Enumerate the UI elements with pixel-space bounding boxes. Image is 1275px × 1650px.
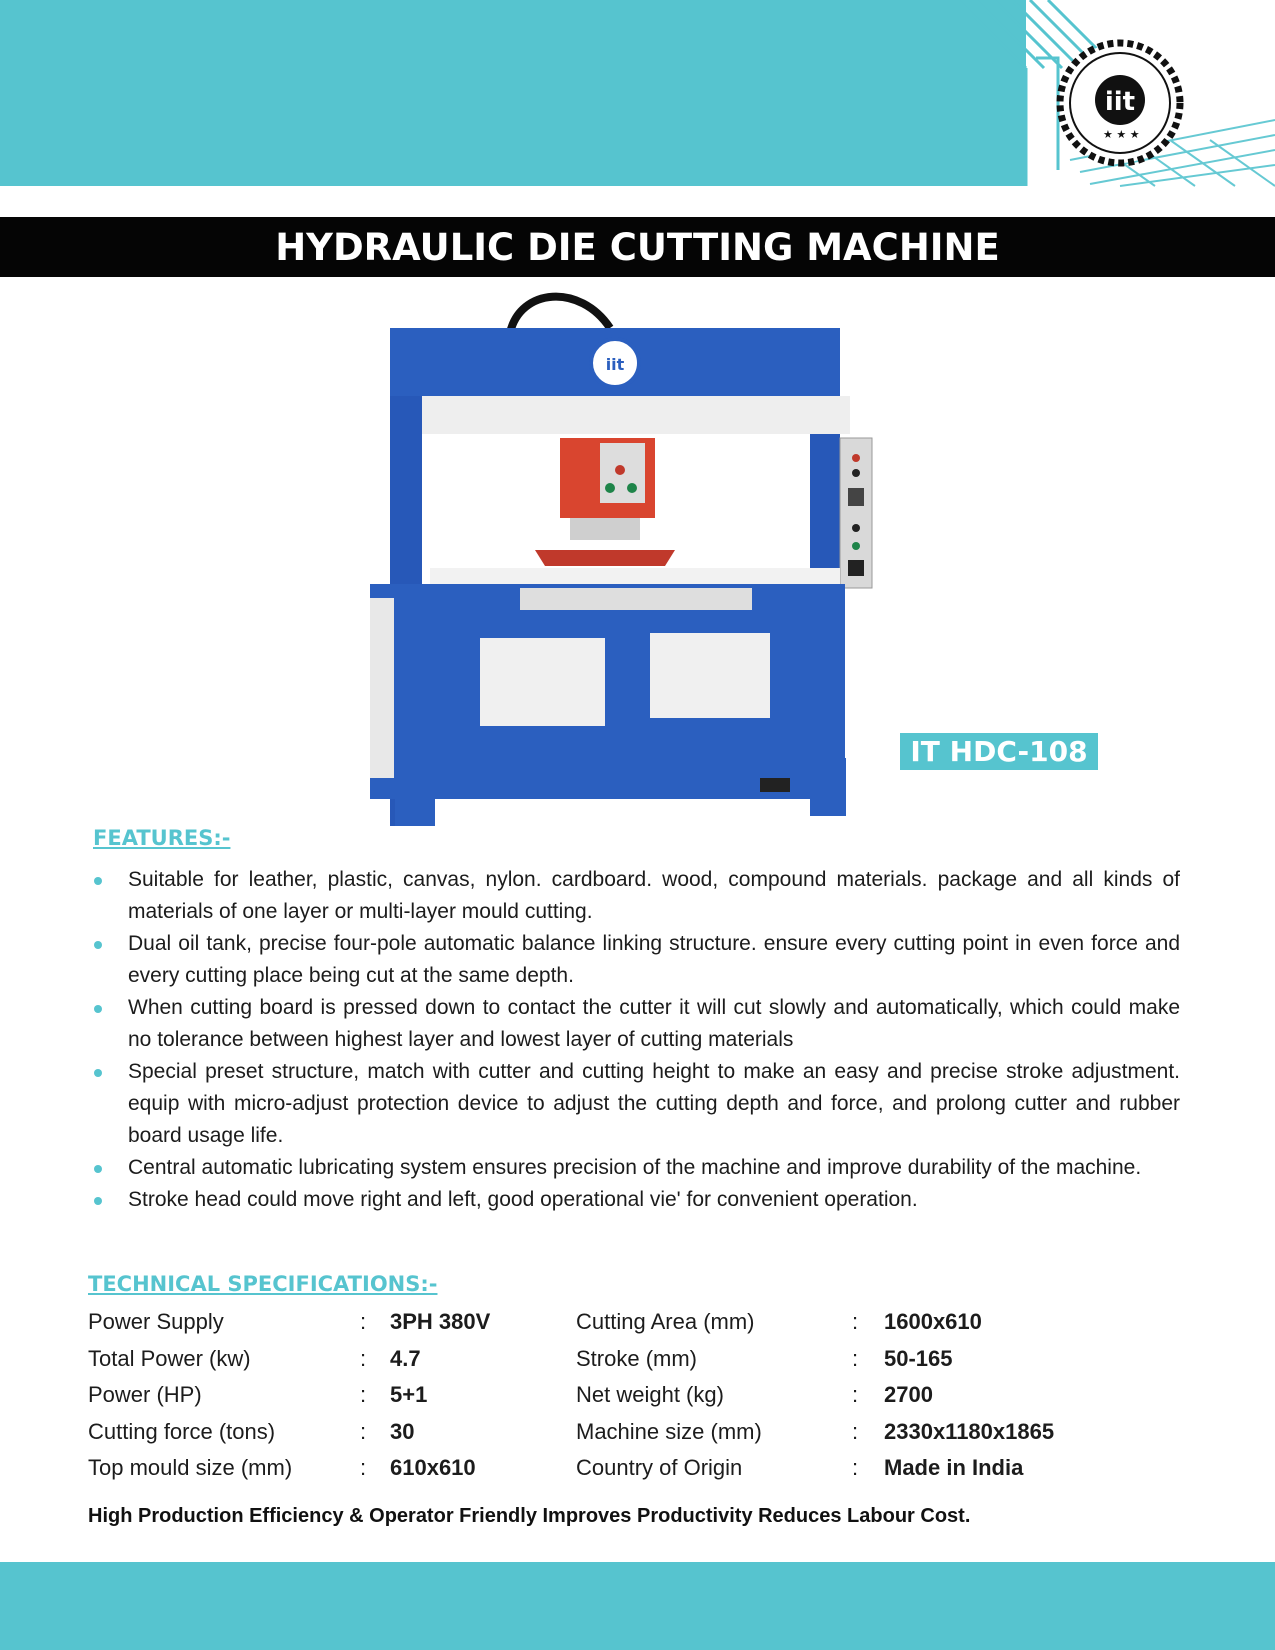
spec-label: Power Supply xyxy=(88,1309,224,1335)
spec-value: 4.7 xyxy=(390,1345,421,1371)
spec-separator: : xyxy=(360,1418,367,1444)
spec-value: Made in India xyxy=(884,1455,1024,1481)
spec-value: 5+1 xyxy=(390,1382,428,1408)
spec-separator: : xyxy=(852,1418,859,1444)
machine-photo xyxy=(370,288,920,838)
table-row xyxy=(88,1450,1088,1487)
bullet-icon xyxy=(94,941,102,949)
features-heading: FEATURES:- xyxy=(93,826,231,850)
spec-separator: : xyxy=(852,1455,859,1481)
spec-separator: : xyxy=(360,1382,367,1408)
model-badge: IT HDC-108 xyxy=(900,733,1098,770)
list-item: Dual oil tank, precise four-pole automatic balance linking structure. ensure every cutting point in even force and every cutting place being cut at the same depth. xyxy=(88,928,1180,992)
spec-separator: : xyxy=(852,1382,859,1408)
spec-label: Cutting Area (mm) xyxy=(576,1309,755,1335)
table-row xyxy=(88,1377,1088,1414)
spec-label: Total Power (kw) xyxy=(88,1345,251,1371)
spec-value: 1600x610 xyxy=(884,1309,982,1335)
specs-table xyxy=(88,1304,1088,1487)
spec-value: 3PH 380V xyxy=(390,1309,491,1335)
svg-text:iit: iit xyxy=(1104,87,1136,117)
spec-separator: : xyxy=(360,1455,367,1481)
bullet-icon xyxy=(94,1005,102,1013)
spec-value: 30 xyxy=(390,1418,415,1444)
spec-label: Country of Origin xyxy=(576,1455,743,1481)
bullet-icon xyxy=(94,877,102,885)
spec-value: 610x610 xyxy=(390,1455,476,1481)
spec-value: 50-165 xyxy=(884,1345,953,1371)
spec-label: Net weight (kg) xyxy=(576,1382,724,1408)
spec-label: Power (HP) xyxy=(88,1382,202,1408)
page-title: HYDRAULIC DIE CUTTING MACHINE xyxy=(0,217,1275,277)
svg-text:iit: iit xyxy=(605,355,625,374)
list-item: Special preset structure, match with cutter and cutting height to make an easy and precise stroke adjustment. equip with micro-adjust protection device to adjust the cutting depth and force, and prolong cutter and rubber board usage life. xyxy=(88,1056,1180,1152)
spec-label: Cutting force (tons) xyxy=(88,1418,276,1444)
spec-separator: : xyxy=(852,1345,859,1371)
spec-separator: : xyxy=(852,1309,859,1335)
bullet-icon xyxy=(94,1165,102,1173)
spec-value: 2330x1180x1865 xyxy=(884,1418,1055,1444)
list-item: Suitable for leather, plastic, canvas, nylon. cardboard. wood, compound materials. package and all kinds of materials of one layer or multi-layer mould cutting. xyxy=(88,864,1180,928)
table-row xyxy=(88,1414,1088,1451)
table-row xyxy=(88,1341,1088,1378)
spec-value: 2700 xyxy=(884,1382,933,1408)
spec-label: Stroke (mm) xyxy=(576,1345,697,1371)
tagline: High Production Efficiency & Operator Friendly Improves Productivity Reduces Labour Cost. xyxy=(88,1505,971,1527)
table-row xyxy=(88,1304,1088,1341)
svg-text:★ ★ ★: ★ ★ ★ xyxy=(1103,128,1140,141)
list-item: When cutting board is pressed down to contact the cutter it will cut slowly and automatically, which could make no tolerance between highest layer and lowest layer of cutting materials xyxy=(88,992,1180,1056)
features-list xyxy=(88,864,1180,1216)
spec-separator: : xyxy=(360,1345,367,1371)
spec-label: Top mould size (mm) xyxy=(88,1455,293,1481)
company-logo xyxy=(1055,38,1185,168)
footer-band xyxy=(0,1562,1275,1650)
header-band xyxy=(0,0,1026,186)
bullet-icon xyxy=(94,1197,102,1205)
spec-separator: : xyxy=(360,1309,367,1335)
list-item: Central automatic lubricating system ensures precision of the machine and improve durability of the machine. xyxy=(88,1152,1180,1184)
spec-label: Machine size (mm) xyxy=(576,1418,762,1444)
bullet-icon xyxy=(94,1069,102,1077)
specs-heading: TECHNICAL SPECIFICATIONS:- xyxy=(88,1272,438,1296)
list-item: Stroke head could move right and left, good operational vie' for convenient operation. xyxy=(88,1184,1180,1216)
